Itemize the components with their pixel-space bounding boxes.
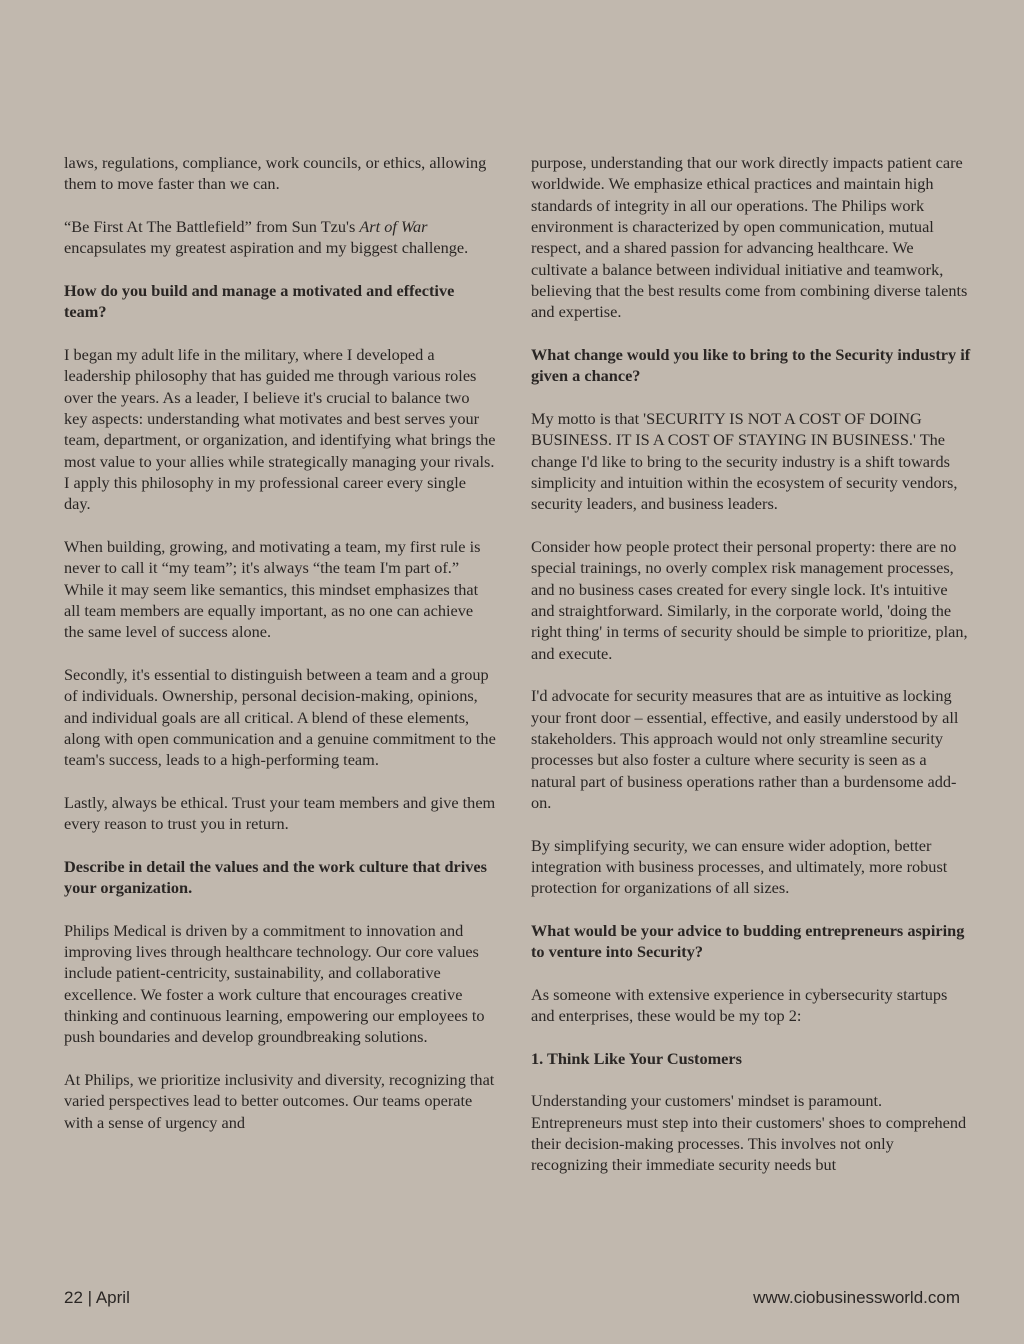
quote-text: “Be First At The Battlefield” from Sun Tzu's: [64, 216, 360, 236]
left-column: [64, 152, 496, 1154]
paragraph: By simplifying security, we can ensure wider adoption, better integration with business processes, and ultimately, more robust protection for organizations of all sizes.: [531, 835, 948, 898]
paragraph-quote: [64, 216, 496, 259]
paragraph: When building, growing, and motivating a team, my first rule is never to call it “my team”; it's always “the team I'm part of.” While it may seem like semantics, this mindset emphasizes that all team members are equally important, as no one can achieve the same level of success alone.: [64, 536, 481, 642]
paragraph: Consider how people protect their personal property: there are no special trainings, no overly complex risk management processes, and no business cases created for every single lock. It's intuitive and straightforward. Similarly, in the corporate world, 'doing the right thing' in terms of security should be simple to prioritize, plan, and execute.: [531, 536, 968, 663]
paragraph: Lastly, always be ethical. Trust your team members and give them every reason to trust you in return.: [64, 792, 496, 834]
book-title: Art of War: [359, 216, 428, 236]
paragraph: As someone with extensive experience in cybersecurity startups and enterprises, these would be my top 2:: [531, 984, 948, 1026]
paragraph: Understanding your customers' mindset is paramount. Entrepreneurs must step into their customers' shoes to comprehend their decision-making processes. This involves not only recognizing their immediate security needs but: [531, 1091, 967, 1175]
paragraph: My motto is that 'SECURITY IS NOT A COST OF DOING BUSINESS. IT IS A COST OF STAYING IN BUSINESS.' The change I'd like to bring to the security industry is a shift towards simplicity and intuition within the ecosystem of security vendors, security leaders, and business leaders.: [531, 408, 958, 514]
paragraph: laws, regulations, compliance, work councils, or ethics, allowing them to move faster than we can.: [64, 153, 487, 194]
paragraph: I'd advocate for security measures that are as intuitive as locking your front door – essential, effective, and easily understood by all stakeholders. This approach would not only streamline security processes but also foster a culture where security is seen as a natural part of business operations rather than a burdensome add-on.: [531, 686, 959, 812]
right-column: [531, 152, 971, 1197]
paragraph: Philips Medical is driven by a commitment to innovation and improving lives through healthcare technology. Our core values include patient-centricity, sustainability, and collaborative excellence. We foster a work culture that encourages creative thinking and continuous learning, empowering our employees to push boundaries and develop groundbreaking solutions.: [64, 920, 485, 1047]
paragraph: Secondly, it's essential to distinguish between a team and a group of individuals. Ownership, personal decision-making, opinions, and individual goals are all critical. A blend of these elements, along with open communication and a genuine commitment to the team's success, leads to a high-performing team.: [64, 664, 496, 770]
page-number: 22 | April: [64, 1288, 130, 1307]
question-heading: What change would you like to bring to the Security industry if given a chance?: [531, 344, 971, 386]
paragraph: I began my adult life in the military, where I developed a leadership philosophy that has guided me through various roles over the years. As a leader, I believe it's crucial to balance two key aspects: understanding what motivates and best serves your team, department, or organization, and identifying what brings the most value to your allies while strategically managing your rivals. I apply this philosophy in my professional career every single day.: [64, 344, 496, 514]
website-url: www.ciobusinessworld.com: [753, 1288, 960, 1307]
subheading: 1. Think Like Your Customers: [531, 1048, 742, 1068]
question-heading: Describe in detail the values and the work culture that drives your organization.: [64, 856, 487, 898]
question-heading: How do you build and manage a motivated and effective team?: [64, 280, 455, 322]
paragraph: At Philips, we prioritize inclusivity and diversity, recognizing that varied perspectives lead to better outcomes. Our teams operate with a sense of urgency and: [64, 1070, 495, 1132]
question-heading: What would be your advice to budding entrepreneurs aspiring to venture into Security?: [531, 920, 965, 962]
paragraph: purpose, understanding that our work directly impacts patient care worldwide. We emphasize ethical practices and maintain high standards of integrity in all our operations. The Philips work environment is characterized by open communication, mutual respect, and a shared passion for advancing healthcare. We cultivate a balance between individual initiative and teamwork, believing that the best results come from combining diverse talents and expertise.: [531, 153, 968, 322]
quote-text-end: encapsulates my greatest aspiration and my biggest challenge.: [64, 238, 469, 258]
